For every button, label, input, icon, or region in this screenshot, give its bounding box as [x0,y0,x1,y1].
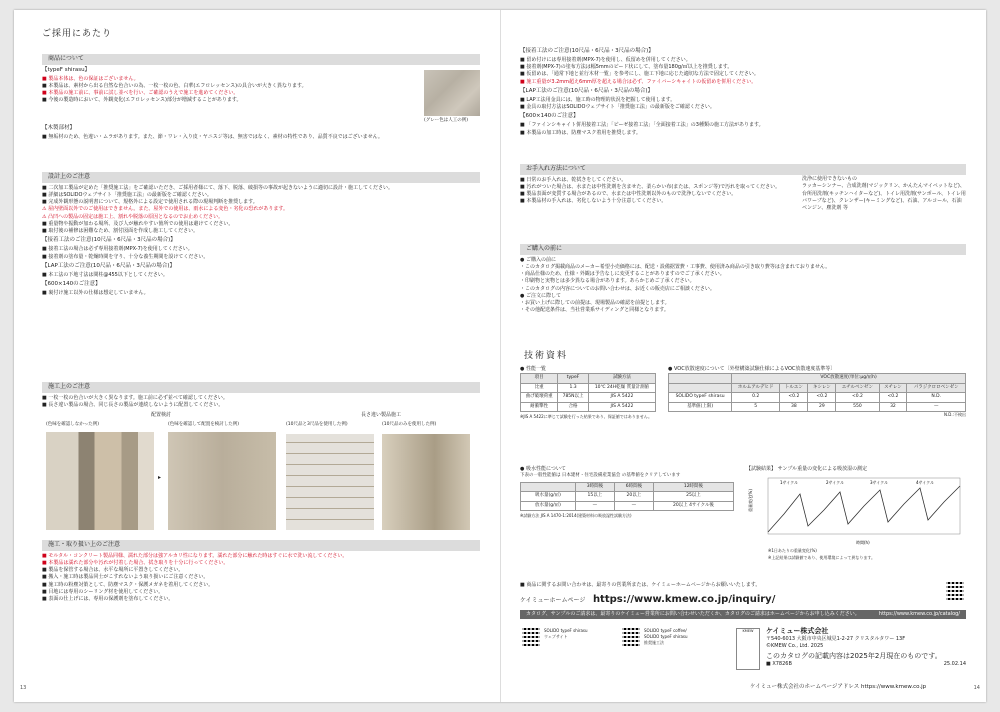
table-header: トルエン [780,383,808,393]
table-header: typeF [558,374,589,384]
company-info [766,626,966,668]
body-text: ■ LAP工法用金具には、施工時の物理的状況を把握して使用します。 [520,96,676,103]
table-header: 項目 [521,374,558,384]
section-heading: 施工上のご注意 [42,382,480,393]
body-text: ■ 取付後の補修は困難なため、割付図面を作成し施工してください。 [42,228,199,235]
diagram-title: 長さ違い製品施工 [360,412,401,418]
catalog-code: ■ X7826B [766,660,792,667]
warning-text: ⚠ 屋内壁面以外でのご使用はできません。また、屋外での使用は、雨水による変色・劣化の恐れがあります。 [42,206,288,213]
catalog-date: 25.02.14 [943,660,966,667]
table-cell: 29 [808,402,836,412]
page-number: 14 [973,684,980,691]
body-text: ■ 留め付けには専用接着剤(MPX-7)を使用し、仮留めを併用してください。 [520,56,691,63]
table-cell: 曲げ破壊荷重 [521,393,558,403]
warning-text: ⚠ 凸凹への製品の固定は施工上、割れや脱落の原因となるのでお止めください。 [42,213,224,220]
table-cell: 20以上 [614,492,653,502]
chart-cycle-label: 4サイクル [916,480,935,485]
diagram-label: (10尺品と3尺品を使用した例) [286,422,348,427]
panel-swatch-long [382,434,470,530]
table-cell: 550 [836,402,879,412]
table-header [669,374,732,384]
body-text: ■ 仮留めは、「通常下地と並行木材一覧」を参考にし、施工下地に応じた適切な方法で固定してください。 [520,71,759,78]
table-cell: 20以上 4サイクル後 [653,501,733,511]
voc-table [668,373,966,412]
table-subtitle: 下表の一般性能値は 日本建材・住宅設備産業協会 の基準値をクリアしています [520,473,681,479]
panel-swatch-bad [46,432,154,530]
warning-text: ■ 製品本体は、色の保証はございません。 [42,75,139,82]
catalog-spread [14,10,986,702]
table-header: パラジクロロベンゼン [907,383,966,393]
table-cell: 785N以上 [558,393,589,403]
copyright: ©KMEW Co., Ltd. 2025 [766,643,824,650]
chart-ylabel: 重量変化(%) [748,489,753,512]
company-name: ケイミュー株式会社 [766,627,829,635]
warning-text: ■ モルタル・コンクリート製品同様、濡れた部分は強アルカリ性になります。濡れた部分に触れた時はすぐに水で洗い流してください。 [42,552,348,559]
contact-block [520,582,966,608]
chart-series-line [768,486,960,532]
body-text: ● ご購入の前に [520,256,556,263]
table-cell: <0.2 [808,393,836,403]
table-cell: 32 [879,402,907,412]
company-address: 〒540-6013 大阪市中央区城見1-2-27 クリスタルタワー 13F [766,636,906,643]
panel-swatch-mixed [286,434,374,530]
body-text: ■ 接着工法の場合は必ず専用接着剤(MPX-7)を使用してください。 [42,246,193,253]
table-cell: <0.2 [836,393,879,403]
table-note: ※試験方法 JIS A 1470-1:2014(建築材料の吸放湿性試験方法) [520,513,632,519]
voc-table-block [668,366,966,418]
body-text: ■ 本製品材の手入れは、劣化しないよう十分注意してください。 [520,198,667,205]
weight-chart-block [746,466,966,566]
side-text: ラッカーシンナー、合成洗剤(マジックリン、かんたんマイペットなど)、台所用洗剤(キッチンハイターなど)、トイレ用洗剤(サンポール、トイレ用バワーブなど)、クレンザー(キーミングなど)、石油、アルコール、石油ベンジン、塵洗剤 等 [802,183,966,211]
length-diagram [286,412,476,532]
qr-code-icon [522,628,540,646]
qr-code-icon [622,628,640,646]
subheading: 【LAP工法のご注意(10尺品・6尺品・3尺品の場合)】 [42,262,176,269]
table-cell: 10℃ 24H乾燥 質量計測値 [588,383,655,393]
body-text: ・このカタログ掲載商品のメーカー希望小売価格には、配送・設備据置費・工事費、使用済み商品の引き取り費等は含まれておりません。 [520,263,831,270]
qr-caption: SOLIDO typeF shirasu ウェブサイト [544,628,588,639]
chart-cycle-label: 3サイクル [870,480,889,485]
body-text: ● ご注文に際して [520,292,561,299]
body-text: ■ 二次加工製品が定めた「推奨施工法」をご確認いただき、ご採用者様にて、落下、脱落、破損等の事故が起きないように適切に設計・施工してください。 [42,184,394,191]
body-text: ■ 製品表面が変質する場合があるので、水または中性洗剤以外のもので洗浄しないでください。 [520,191,737,198]
warning-text-content: 屋内壁面以外でのご使用はできません。また、屋外での使用は、雨水による変色・劣化の恐れがあります。 [48,206,288,213]
construction-section [42,382,480,409]
page-title: ご採用にあたり [42,29,113,39]
product-photo [424,70,480,116]
table-cell: — [614,501,653,511]
table-cell: 基準値(上限) [669,402,732,412]
footer-url: ケイミュー株式会社のホームページアドレス https://www.kmew.co.jp [750,684,927,690]
handling-section [42,540,480,603]
subheading: 【接着工法のご注意(10尺品・6尺品・3尺品の場合)】 [42,237,176,244]
catalog-request-bar [520,610,966,619]
table-cell: 38 [780,402,808,412]
product-section [42,54,480,141]
warning-text: ■ 施工重量が3.2mm超え6mm厚を超える場合は必ず、ファイバーシキャイトの仮留めを併用ください。 [520,78,757,85]
qr-caption: SOLIDO typeF coffee/ SOLIDO typeF shirasu 推奨施工法 [644,628,688,645]
design-section [42,172,480,297]
table-header: VOC放散速度(単位:μg/㎡h) [732,374,966,384]
body-text: ■ 本製品は、素材から出る自然な色合いの為、一枚一枚の色、白華(エフロレッセンス)の具合いが大きく異なります。 [42,82,307,89]
body-text: ■ 製品を保管する場合は、水平な場所に平置きしてください。 [42,567,184,574]
body-text: ■ 搬入・施工時は製品同士がこすれないよう取り扱いにご注意ください。 [42,574,209,581]
table-cell: <0.2 [780,393,808,403]
table-note: N.D.:不検出 [944,412,966,418]
table-cell: 耐衝撃性 [521,402,558,412]
body-text: ■ 裏付け施工以外の仕様は想定していません。 [42,290,149,297]
chart-cycle-label: 2サイクル [826,480,845,485]
weight-chart [746,474,966,546]
body-text: ■ 本工法の下地寸法は間柱@455以下としてください。 [42,271,168,278]
body-text: ■ 表面の仕上げには、専用の保護剤を塗布してください。 [42,596,174,603]
table-header: 試験方法 [588,374,655,384]
table-cell: — [907,402,966,412]
table-header: キシレン [808,383,836,393]
table-header: 3時間後 [575,482,614,492]
diagram-label: (色味を確認して配置を検討した例) [168,422,240,427]
body-text: ・印刷物と実物とは多少異なる場合があります。あらかじめご了承ください。 [520,278,695,285]
chart-title: 【試験結果】 サンプル重量の変化による吸放湿の測定 [746,466,868,472]
table-cell: 25以上 [653,492,733,502]
qr-code-icon [946,582,964,600]
body-text: ・商品仕様のため、仕様・外観は予告なしに変更することがありますのでご了承ください。 [520,271,725,278]
body-text: ■ 今後の製造時において、外観変化(エフロレッセンス)部分が増減することがあります。 [42,97,242,104]
chart-xlabel: 時間(h) [856,540,870,545]
table-title: ● 吸水性能について [520,466,566,472]
table-header: エチルベンゼン [836,383,879,393]
table-header: 6時間後 [614,482,653,492]
table-cell: 比重 [521,383,558,393]
diagram-title: 配置検討 [150,412,171,418]
section-heading: お手入れ方法について [520,164,966,175]
contact-label: ケイミューホームページ [520,597,586,605]
page-number: 13 [20,684,27,691]
table-cell: JIS A 5422 [588,393,655,403]
purchase-section [520,244,966,315]
body-text: ■ 接着剤の塗布量・乾燥時間を守り、十分な養生期間を設けてください。 [42,253,209,260]
table-header [669,383,732,393]
warning-text-content: 凸凹への製品の固定は施工上、割れや脱落の原因となるのでお止めください。 [48,213,224,220]
table-note: ※JIS A 5422に準じて試験を行った結果であり、保証値ではありません。 [520,414,652,420]
table-cell: 0.2 [732,393,780,403]
subheading: 【木製部材】 [42,124,76,131]
table-cell: N.D. [907,393,966,403]
body-text: ■ 汚れがついた場合は、水または中性洗剤を含ませた、柔らかい布(または、スポンジ等)で汚れを取ってください。 [520,183,781,190]
subheading: 【typeF shirasu】 [42,66,91,73]
body-text: ■ 金具の取付方法はSOLIDOウェブサイト「推奨施工法」の最新版をご確認ください。 [520,104,715,111]
table-cell: <0.2 [879,393,907,403]
table-cell: JIS A 5422 [588,402,655,412]
body-text: ■ 無垢材のため、色違い・ムラがあります。また、節・ワレ・入り皮・ヤニスジ等は、無害ではなく、素材の特性であり、品質不良ではございません。 [42,133,383,140]
subheading: 【600×140のご注意】 [520,113,579,120]
table-cell: 合格 [558,402,589,412]
body-text: ■ 長さ違い製品の場合、同じ長さの製品が連続しないように配置してください。 [42,401,224,408]
layout-diagram [46,412,276,532]
care-section [520,164,966,211]
warning-text: ■ 本製品の施工前に、事前に試し並べを行い、ご確認のうえで施工を進めてください。 [42,90,239,97]
section-heading: 施工・取り扱い上のご注意 [42,540,480,551]
warning-text: ■ 本製品は濡れた部分や汚れが付着した場合、拭き取りを十分に行ってください。 [42,559,229,566]
body-text: ■ 目地には専用のシーリング材を使用してください。 [42,588,164,595]
table-header [521,482,576,492]
table-cell: 吸水量(g/㎡) [521,492,576,502]
table-title: ● VOC放散速度について〔外壁構築試験仕様によるVOC放散速度基準等〕 [668,366,836,372]
body-text: ■ 施工時の粉塵対策として、防塵マスク・保護メガネを着用してください。 [42,581,214,588]
date-notice: このカタログの記載内容は2025年2月現在のものです。 [766,651,942,660]
body-text: ■ 重量物や振動が加わる場所、及び人が触れやすい箇所での使用は避けてください。 [42,220,234,227]
water-table [520,482,734,512]
adhesive-notes [520,46,966,137]
body-text: ・このカタログの内容についてのお問い合わせは、お近くの販売店にご相談ください。 [520,285,715,292]
subheading: 【LAP工法のご注意(10尺品・6尺品・3尺品の場合)】 [520,87,654,94]
contact-url-link[interactable]: https://www.kmew.co.jp/inquiry/ [592,594,776,606]
table-header: 12時間後 [653,482,733,492]
subheading: 【600×140のご注意】 [42,281,101,288]
table-cell: SOLIDO typeF shirasu [669,393,732,403]
section-heading: 商品について [42,54,480,65]
table-cell: 15以上 [575,492,614,502]
body-text: ■ 日常のお手入れは、乾拭きをしてください。 [520,176,627,183]
diagram-label: (色味を確認しなかった例) [46,422,100,427]
table-title: ● 性能一覧 [520,366,546,372]
table-header: ホルムアルデヒド [732,383,780,393]
catalog-url-link[interactable]: https://www.kmew.co.jp/catalog/ [878,611,960,617]
body-text: ■ 完成外観形態の説明書について、規格外による設定で使用される際の現場判断を推奨します。 [42,199,258,206]
diagram-label: (10尺品のみを使用した例) [382,422,437,427]
side-title: 洗浄に使用できないもの [802,176,858,182]
table-cell: 5 [732,402,780,412]
body-text: ■ 接着剤(MPX-7)の塗布方法は幅5mmのビード状にして、塗布量180g/㎡以上を推奨します。 [520,64,733,71]
body-text: ・お買い上げに際しての前提は、現場製品の確認を前提とします。 [520,300,670,307]
kmew-badge: KMEW [736,628,760,670]
table-cell: — [575,501,614,511]
body-text: ■ 「ファインシキャイト併用接着工法」「ビーゼ接着工法」「全面接着工法」の3種類の施工方法があります。 [520,122,764,129]
chart-note: ※1日あたりの重量変化(%) [768,548,817,553]
arrow-icon: ▸ [158,474,162,481]
left-page [14,10,501,702]
water-table-block [520,466,734,519]
performance-table [520,373,656,412]
body-text: ・その他配送条件は、当社営業系サイディングと同様となります。 [520,307,669,314]
table-cell: 放水量(g/㎡) [521,501,576,511]
subheading: 【接着工法のご注意(10尺品・6尺品・3尺品の場合)】 [520,48,654,54]
chart-note: ※上記結果は試験値であり、使用環境によって異なります。 [768,555,876,560]
chart-cycle-label: 1サイクル [780,480,799,485]
contact-text: ■ 商品に関するお問い合わせは、最寄りの営業所または、ケイミューホームページからお願いいたします。 [520,582,761,588]
section-heading: ご購入の前に [520,244,966,255]
bar-text: カタログ、サンプルのご請求は、最寄りのケイミュー営業所にお問い合わせいただくか、カタログのご請求はホームページからお申し込みください。 [526,611,860,617]
body-text: ■ 一枚一枚の色合いが大きく異なります。施工前に必ず並べて確認してください。 [42,394,228,401]
table-header: スチレン [879,383,907,393]
performance-table-block [520,366,656,420]
body-text: ■ 詳細はSOLIDOウェブサイト「推奨施工法」の最新版をご確認ください。 [42,191,212,198]
section-heading: 設計上のご注意 [42,172,480,183]
tech-title: 技術資料 [524,351,569,361]
panel-swatch-good [168,432,276,530]
table-cell: 1.3 [558,383,589,393]
photo-caption: (グレー色は人工の例) [424,118,469,123]
right-page [500,10,986,702]
body-text: ■ 本製品の加工時は、防塵マスク着用を推奨します。 [520,129,641,136]
